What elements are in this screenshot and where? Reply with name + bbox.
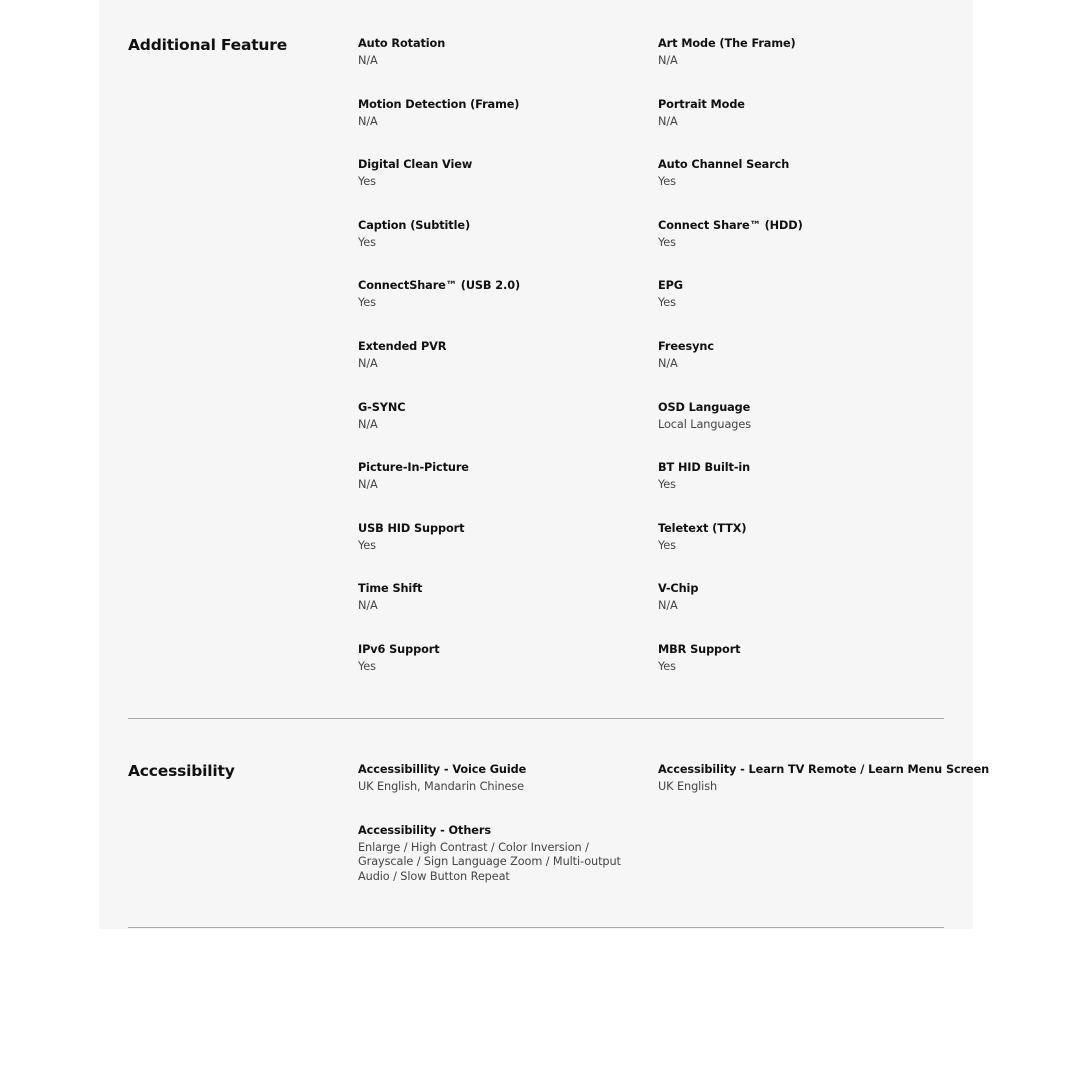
spec-name: G-SYNC [358, 400, 406, 414]
spec-name: Caption (Subtitle) [358, 218, 471, 232]
spec-item [658, 582, 948, 643]
spec-item [358, 461, 658, 522]
spec-name: Accessibility - Learn TV Remote / Learn Menu Screen [658, 763, 990, 776]
spec-value: N/A [658, 599, 678, 613]
spec-value: N/A [658, 54, 678, 67]
spec-value: N/A [658, 114, 678, 128]
spec-item [658, 279, 948, 340]
section-title-additional-feature: Additional Feature [128, 36, 288, 54]
spec-name: USB HID Support [358, 521, 465, 535]
spec-value: Yes [358, 659, 376, 673]
spec-name: Picture-In-Picture [358, 461, 469, 475]
spec-name: Accessibillity - Voice Guide [358, 763, 527, 776]
spec-item [358, 824, 638, 885]
spec-item [358, 37, 658, 98]
spec-item [658, 158, 948, 219]
spec-item [658, 522, 948, 583]
spec-name: IPv6 Support [358, 642, 440, 656]
spec-value: Yes [358, 175, 376, 189]
section-divider [128, 927, 944, 928]
spec-name: Auto Channel Search [658, 158, 790, 172]
spec-item [358, 763, 658, 824]
spec-item [358, 643, 658, 704]
spec-name: ConnectShare™ (USB 2.0) [358, 279, 521, 293]
spec-value: UK English [658, 780, 718, 793]
spec-name: Portrait Mode [658, 97, 745, 111]
spec-item [358, 340, 658, 401]
spec-name: Teletext (TTX) [658, 521, 747, 535]
spec-name: Art Mode (The Frame) [658, 37, 796, 50]
spec-item [658, 219, 948, 280]
spec-value: Yes [358, 296, 376, 310]
spec-value: Enlarge / High Contrast / Color Inversion / Grayscale / Sign Language Zoom / Multi-output Audio / Slow Button Repeat [358, 840, 621, 883]
spec-value: N/A [658, 356, 678, 370]
spec-item [658, 98, 948, 159]
spec-name: V-Chip [658, 582, 699, 596]
spec-name: OSD Language [658, 400, 751, 414]
spec-value: Yes [658, 296, 676, 310]
spec-name: EPG [658, 279, 683, 293]
spec-value: N/A [358, 356, 378, 370]
spec-item [358, 158, 658, 219]
spec-value: Yes [658, 478, 676, 492]
spec-item [658, 461, 948, 522]
spec-name: Motion Detection (Frame) [358, 97, 520, 111]
spec-name: MBR Support [658, 642, 741, 656]
spec-value: Yes [658, 659, 676, 673]
spec-value: Yes [658, 235, 676, 249]
spec-value: UK English, Mandarin Chinese [358, 780, 525, 793]
spec-value: N/A [358, 478, 378, 492]
spec-name: BT HID Built-in [658, 461, 751, 475]
spec-item [358, 522, 658, 583]
spec-name: Extended PVR [358, 339, 447, 353]
spec-name: Freesync [658, 339, 714, 353]
spec-value: Local Languages [658, 417, 752, 431]
section-title-accessibility: Accessibility [128, 762, 235, 780]
spec-value: Yes [358, 235, 376, 249]
spec-value: N/A [358, 114, 378, 128]
spec-item [658, 401, 948, 462]
spec-value: Yes [658, 175, 676, 189]
accessibility-specs [358, 763, 990, 884]
spec-item [658, 763, 990, 824]
additional-feature-specs [358, 37, 948, 704]
spec-name: Accessibility - Others [358, 823, 491, 837]
spec-value: N/A [358, 599, 378, 613]
spec-name: Time Shift [358, 582, 423, 596]
spec-item [358, 219, 658, 280]
spec-value: Yes [658, 538, 676, 552]
spec-item [658, 340, 948, 401]
spec-name: Connect Share™ (HDD) [658, 218, 803, 232]
spec-item [358, 401, 658, 462]
spec-item [358, 279, 658, 340]
spec-item [658, 643, 948, 704]
section-divider [128, 718, 944, 719]
spec-value: N/A [358, 417, 378, 431]
spec-item [358, 582, 658, 643]
spec-item [358, 98, 658, 159]
spec-name: Digital Clean View [358, 158, 473, 172]
spec-name: Auto Rotation [358, 37, 446, 50]
spec-item [658, 37, 948, 98]
spec-value: N/A [358, 54, 378, 67]
spec-value: Yes [358, 538, 376, 552]
